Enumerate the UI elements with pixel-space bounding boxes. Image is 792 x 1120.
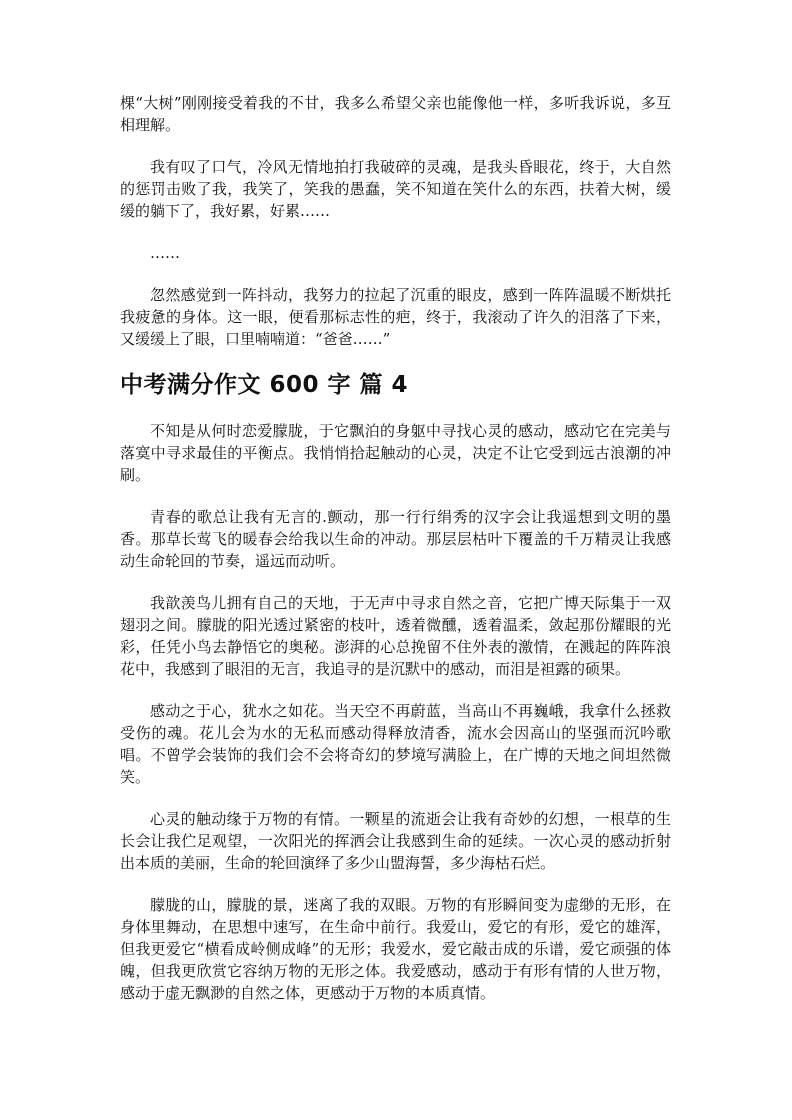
paragraph: 我有叹了口气，冷风无情地拍打我破碎的灵魂，是我头昏眼花，终于，大自然的惩罚击败了我，我笑了，笑我的愚蠢，笑不知道在笑什么的东西，扶着大树，缓缓的躺下了，我好累，好累……: [120, 158, 671, 220]
paragraph: 我歆羡鸟儿拥有自己的天地，于无声中寻求自然之音，它把广博天际集于一双翅羽之间。朦胧的阳光透过紧密的枝叶，透着微醺，透着温柔，敛起那份耀眼的光彩，任凭小鸟去静悟它的奥秘。澎湃的心总挽留不住外表的激情，在溅起的阵阵浪花中，我感到了眼泪的无言，我追寻的是沉默中的感动，而泪是袒露的硕果。: [120, 594, 671, 678]
paragraph: 不知是从何时恋爱朦胧，于它飘泊的身躯中寻找心灵的感动，感动它在完美与落寞中寻求最佳的平衡点。我悄悄拾起触动的心灵，决定不让它受到远古浪潮的冲刷。: [120, 422, 671, 484]
document-page: [120, 92, 671, 1004]
paragraph-continued: 棵“大树”刚刚接受着我的不甘，我多么希望父亲也能像他一样，多听我诉说，多互相理解。: [120, 94, 671, 134]
paragraph: 感动之于心，犹水之如花。当天空不再蔚蓝，当高山不再巍峨，我拿什么拯救受伤的魂。花儿会为水的无私而感动得释放清香，流水会因高山的坚强而沉吟歌唱。不曾学会装饰的我们会不会将奇幻的梦境写满脸上，在广博的天地之间坦然微笑。: [120, 702, 671, 786]
ellipsis-line: ……: [150, 244, 180, 262]
paragraph: 心灵的触动缘于万物的有情。一颗星的流逝会让我有奇妙的幻想，一根草的生长会让我伫足观望，一次阳光的挥洒会让我感到生命的延续。一次心灵的感动折射出本质的美丽，生命的轮回演绎了多少山盟海誓，多少海枯石烂。: [120, 810, 671, 872]
paragraph: 朦胧的山，朦胧的景，迷离了我的双眼。万物的有形瞬间变为虚缈的无形，在身体里舞动，在思想中速写，在生命中前行。我爱山，爱它的有形，爱它的雄浑，但我更爱它“横看成岭侧成峰”的无形；我爱水，爱它敲击成的乐谱，爱它顽强的体魄，但我更欣赏它容纳万物的无形之体。我爱感动，感动于有形有情的人世万物，感动于虚无飘渺的自然之体，更感动于万物的本质真情。: [120, 896, 671, 1002]
paragraph: 青春的歌总让我有无言的.颤动，那一行行绢秀的汉字会让我遥想到文明的墨香。那草长莺飞的暖春会给我以生命的冲动。那层层枯叶下覆盖的千万精灵让我感动生命轮回的节奏，遥远而动听。: [120, 508, 671, 570]
paragraph: 忽然感觉到一阵抖动，我努力的拉起了沉重的眼皮，感到一阵阵温暖不断烘托我疲惫的身体。这一眼，便看那标志性的疤，终于，我滚动了许久的泪落了下来，又缓缓上了眼，口里喃喃道：“爸爸……”: [120, 286, 671, 348]
section-heading: 中考满分作文 600 字 篇 4: [120, 372, 409, 398]
